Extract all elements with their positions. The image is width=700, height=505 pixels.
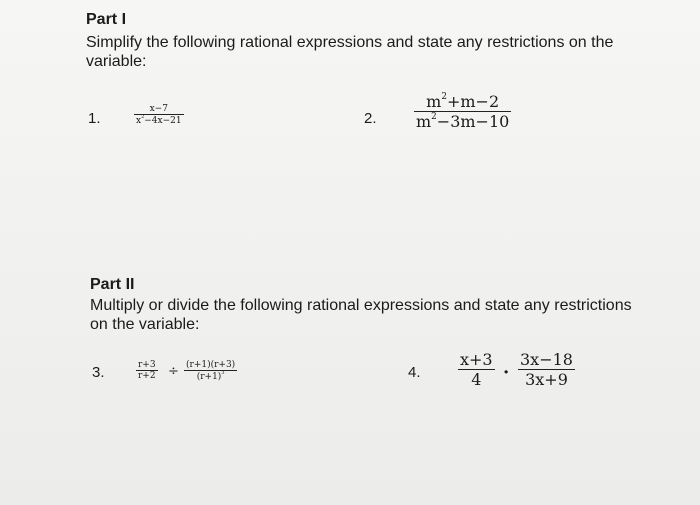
- problem-4-fraction-1-numerator: x+3: [460, 350, 493, 369]
- problem-4-fraction-2-denominator: 3x+9: [525, 370, 568, 389]
- multiply-operator: ·: [503, 362, 510, 383]
- problem-3-fraction-1: [136, 360, 158, 381]
- problem-4-fraction-2: [518, 350, 575, 389]
- part-1-heading: Part I: [86, 11, 127, 28]
- problem-2-number: 2.: [364, 110, 377, 127]
- problem-1-fraction: [134, 104, 184, 126]
- problem-3-fraction-2: [184, 360, 237, 382]
- problem-2-denominator: $m^2-3m-10$: [416, 111, 510, 131]
- problem-3-fraction-2-numerator: (r+1)(r+3): [186, 360, 236, 370]
- problem-4-number: 4.: [408, 364, 421, 381]
- problem-3-number: 3.: [92, 364, 105, 381]
- problem-2-fraction: [414, 92, 511, 131]
- problem-4-fraction-1: [458, 350, 495, 389]
- part-2-heading: Part II: [90, 276, 135, 293]
- part-2-instructions: Multiply or divide the following rational expressions and state any restrictions on the variable:: [90, 297, 632, 333]
- problem-4-fraction-2-numerator: 3x−18: [520, 350, 573, 369]
- problem-1-number: 1.: [88, 110, 101, 127]
- part-1-instructions: Simplify the following rational expressions and state any restrictions on the variable:: [86, 34, 614, 70]
- problem-4-fraction-1-denominator: 4: [471, 370, 482, 389]
- problem-1-numerator: x−7: [149, 104, 168, 114]
- problem-1-denominator: $x^2-4x-21$: [136, 114, 182, 126]
- divide-operator: ÷: [168, 364, 179, 379]
- problem-2-numerator: $m^2+m-2$: [426, 91, 500, 111]
- problem-3-fraction-1-numerator: r+3: [138, 360, 156, 370]
- problem-3-fraction-1-denominator: r+2: [138, 371, 156, 381]
- problem-3-fraction-2-denominator: $(r+1)^3$: [196, 370, 225, 382]
